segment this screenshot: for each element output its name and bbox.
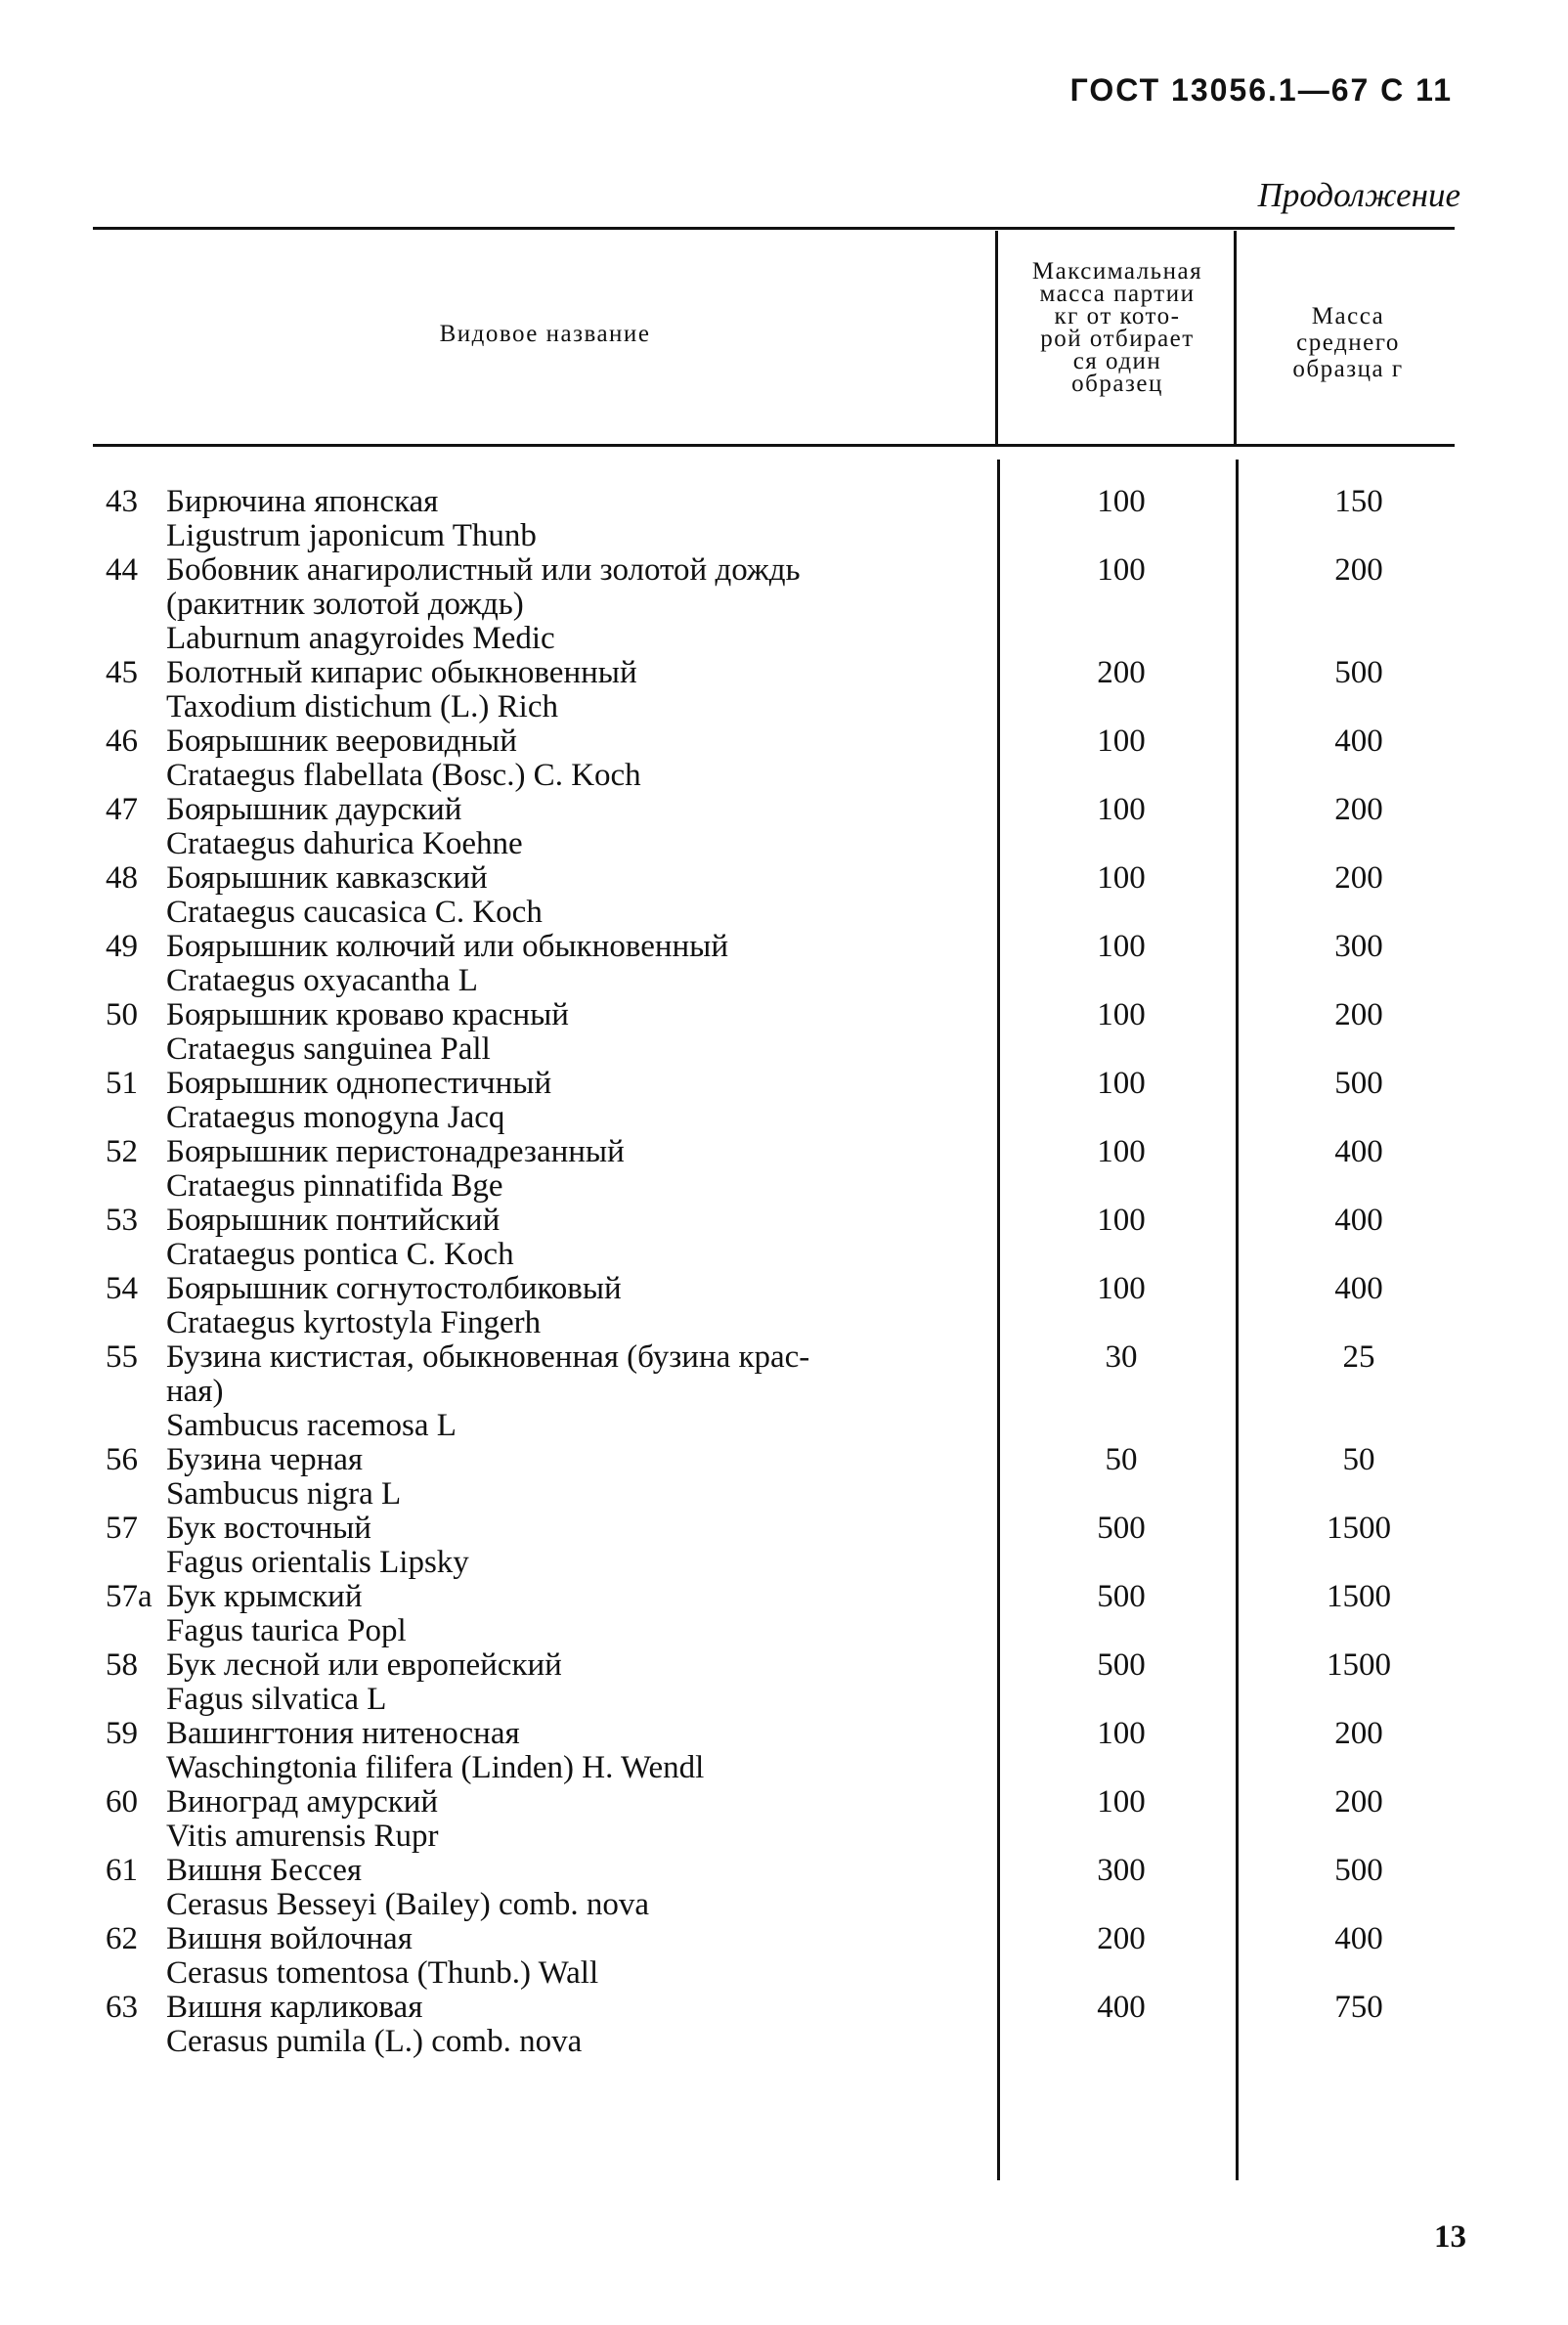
table-row (0, 1648, 1568, 1717)
sample-mass-cell: 25 (1342, 1339, 1375, 1375)
max-batch-mass-cell: 100 (1097, 724, 1146, 759)
page-number: 13 (1434, 2219, 1466, 2255)
species-name (166, 1067, 987, 1135)
species-name-line: Вашингтония нитеносная (166, 1716, 520, 1751)
table-row (0, 1340, 1568, 1443)
table-row (0, 1443, 1568, 1512)
species-name-continuation: Ligustrum japonicum Thunb (166, 518, 537, 553)
sample-mass-cell: 200 (1334, 997, 1383, 1032)
species-name-continuation: Waschingtonia filifera (Linden) H. Wendl (166, 1750, 705, 1785)
max-batch-mass-cell: 500 (1097, 1511, 1146, 1546)
standard-header: ГОСТ 13056.1—67 С 11 (1069, 72, 1453, 108)
species-name-line: Боярышник перистонадрезанный (166, 1134, 625, 1169)
species-name (166, 1204, 987, 1272)
column-header-max-batch-mass (999, 260, 1236, 395)
table-row (0, 1135, 1568, 1204)
species-name-line: Бобовник анагиролистный или золотой дождь (166, 552, 801, 588)
species-name-continuation: ная) (166, 1374, 224, 1409)
row-number: 59 (106, 1716, 138, 1751)
max-batch-mass-cell: 50 (1105, 1442, 1138, 1477)
species-name-continuation: Cerasus tomentosa (Thunb.) Wall (166, 1955, 599, 1991)
species-name-continuation: Vitis amurensis Rupr (166, 1819, 439, 1854)
species-name (166, 1272, 987, 1340)
species-name-continuation: Laburnum anagyroides Medic (166, 621, 555, 656)
species-name-line: Боярышник даурский (166, 792, 462, 827)
table-row (0, 656, 1568, 724)
species-name (166, 793, 987, 861)
table-row (0, 1785, 1568, 1854)
table-row (0, 998, 1568, 1067)
species-name-line: Боярышник кроваво красный (166, 997, 569, 1032)
species-name-continuation: Fagus silvatica L (166, 1682, 387, 1717)
max-batch-mass-cell: 100 (1097, 1271, 1146, 1306)
species-name (166, 998, 987, 1067)
max-batch-mass-cell: 100 (1097, 1784, 1146, 1820)
species-name (166, 1854, 987, 1922)
sample-mass-cell: 50 (1342, 1442, 1375, 1477)
species-name-continuation: Sambucus racemosa L (166, 1408, 457, 1443)
sample-mass-cell: 300 (1334, 929, 1383, 964)
table-row (0, 553, 1568, 656)
sample-mass-cell: 1500 (1327, 1647, 1391, 1683)
species-name (166, 1443, 987, 1512)
species-name-continuation: Crataegus caucasica C. Koch (166, 895, 543, 930)
species-name-line: Бузина кистистая, обыкновенная (бузина крас- (166, 1339, 810, 1375)
species-name-line: Бук лесной или европейский (166, 1647, 562, 1683)
row-number: 51 (106, 1066, 138, 1101)
table-row (0, 1717, 1568, 1785)
sample-mass-cell: 750 (1334, 1990, 1383, 2025)
max-batch-mass-cell: 30 (1105, 1339, 1138, 1375)
table-row (0, 1922, 1568, 1991)
table-row (0, 485, 1568, 553)
row-number: 63 (106, 1990, 138, 2025)
max-batch-mass-cell: 200 (1097, 1921, 1146, 1956)
row-number: 61 (106, 1853, 138, 1888)
header-bottom-rule (93, 444, 1455, 447)
max-batch-mass-cell: 100 (1097, 1066, 1146, 1101)
max-batch-mass-cell: 200 (1097, 655, 1146, 690)
table-row (0, 1854, 1568, 1922)
row-number: 57а (106, 1579, 152, 1614)
species-name (166, 1580, 987, 1648)
table-row (0, 1512, 1568, 1580)
species-name-line: Боярышник понтийский (166, 1203, 501, 1238)
max-batch-mass-cell: 100 (1097, 552, 1146, 588)
row-number: 48 (106, 860, 138, 896)
species-name-line: Вишня карликовая (166, 1990, 423, 2025)
table-row (0, 1580, 1568, 1648)
continuation-label: Продолжение (1257, 176, 1460, 214)
max-batch-mass-cell: 100 (1097, 860, 1146, 896)
column-header-line: рой отбирает (1040, 326, 1195, 352)
species-name (166, 1922, 987, 1991)
column-header-line: Масса (1311, 303, 1385, 329)
species-name (166, 861, 987, 930)
column-header-line: масса партии (1039, 281, 1196, 307)
species-name-continuation: Crataegus sanguinea Pall (166, 1031, 491, 1067)
species-name-continuation: Crataegus dahurica Koehne (166, 826, 523, 861)
species-name (166, 1991, 987, 2059)
row-number: 44 (106, 552, 138, 588)
row-number: 45 (106, 655, 138, 690)
column-header-line: Максимальная (1031, 258, 1203, 285)
species-name-line: Бук крымский (166, 1579, 363, 1614)
row-number: 43 (106, 484, 138, 519)
table-row (0, 1204, 1568, 1272)
max-batch-mass-cell: 100 (1097, 1203, 1146, 1238)
species-name-line: Боярышник колючий или обыкновенный (166, 929, 729, 964)
sample-mass-cell: 1500 (1327, 1579, 1391, 1614)
max-batch-mass-cell: 500 (1097, 1647, 1146, 1683)
max-batch-mass-cell: 100 (1097, 1716, 1146, 1751)
sample-mass-cell: 200 (1334, 860, 1383, 896)
table-row (0, 930, 1568, 998)
species-name-continuation: Cerasus pumila (L.) comb. nova (166, 2024, 583, 2059)
species-name-line: Вишня войлочная (166, 1921, 413, 1956)
sample-mass-cell: 150 (1334, 484, 1383, 519)
table-row (0, 793, 1568, 861)
table-row (0, 1272, 1568, 1340)
species-name-line: Бирючина японская (166, 484, 439, 519)
row-number: 62 (106, 1921, 138, 1956)
row-number: 52 (106, 1134, 138, 1169)
row-number: 50 (106, 997, 138, 1032)
row-number: 47 (106, 792, 138, 827)
sample-mass-cell: 500 (1334, 1066, 1383, 1101)
species-name (166, 553, 987, 656)
row-number: 49 (106, 929, 138, 964)
row-number: 60 (106, 1784, 138, 1820)
species-name-continuation: Crataegus pontica C. Koch (166, 1237, 514, 1272)
sample-mass-cell: 1500 (1327, 1511, 1391, 1546)
column-header-line: образца г (1292, 356, 1404, 382)
max-batch-mass-cell: 100 (1097, 997, 1146, 1032)
species-name-continuation: Crataegus oxyacantha L (166, 963, 478, 998)
species-name (166, 1785, 987, 1854)
table-top-rule (93, 227, 1455, 230)
column-header-line: Видовое название (439, 321, 651, 347)
species-name-continuation: Crataegus pinnatifida Bge (166, 1168, 503, 1204)
sample-mass-cell: 500 (1334, 1853, 1383, 1888)
max-batch-mass-cell: 400 (1097, 1990, 1146, 2025)
species-name-continuation: Sambucus nigra L (166, 1476, 402, 1512)
sample-mass-cell: 200 (1334, 1784, 1383, 1820)
species-name-continuation: Cerasus Besseyi (Bailey) comb. nova (166, 1887, 649, 1922)
species-name-line: Бузина черная (166, 1442, 364, 1477)
species-name-line: Виноград амурский (166, 1784, 439, 1820)
sample-mass-cell: 200 (1334, 792, 1383, 827)
column-header-line: кг от кото- (1054, 303, 1181, 329)
row-number: 56 (106, 1442, 138, 1477)
species-name-continuation: Crataegus flabellata (Bosc.) C. Koch (166, 758, 641, 793)
species-name (166, 1512, 987, 1580)
species-name (166, 1648, 987, 1717)
species-name-line: Боярышник согнутостолбиковый (166, 1271, 622, 1306)
max-batch-mass-cell: 300 (1097, 1853, 1146, 1888)
species-name (166, 656, 987, 724)
species-name-continuation: Fagus orientalis Lipsky (166, 1545, 469, 1580)
sample-mass-cell: 400 (1334, 1271, 1383, 1306)
species-name-continuation: (ракитник золотой дождь) (166, 587, 524, 622)
species-name-line: Боярышник кавказский (166, 860, 488, 896)
species-name (166, 1717, 987, 1785)
species-name-continuation: Fagus taurica Popl (166, 1613, 407, 1648)
sample-mass-cell: 400 (1334, 1134, 1383, 1169)
species-name (166, 1340, 987, 1443)
species-name-continuation: Taxodium distichum (L.) Rich (166, 689, 558, 724)
row-number: 53 (106, 1203, 138, 1238)
sample-mass-cell: 200 (1334, 1716, 1383, 1751)
max-batch-mass-cell: 100 (1097, 484, 1146, 519)
species-name-continuation: Crataegus kyrtostyla Fingerh (166, 1305, 542, 1340)
species-name-line: Боярышник однопестичный (166, 1066, 552, 1101)
species-name (166, 930, 987, 998)
sample-mass-cell: 500 (1334, 655, 1383, 690)
sample-mass-cell: 400 (1334, 1921, 1383, 1956)
species-name-line: Бук восточный (166, 1511, 371, 1546)
species-name (166, 485, 987, 553)
row-number: 46 (106, 724, 138, 759)
table-row (0, 1067, 1568, 1135)
species-name-continuation: Crataegus monogyna Jacq (166, 1100, 505, 1135)
species-name-line: Болотный кипарис обыкновенный (166, 655, 637, 690)
row-number: 58 (106, 1647, 138, 1683)
species-name (166, 724, 987, 793)
sample-mass-cell: 400 (1334, 1203, 1383, 1238)
table-row (0, 1991, 1568, 2059)
table-body (0, 485, 1568, 2059)
max-batch-mass-cell: 500 (1097, 1579, 1146, 1614)
row-number: 55 (106, 1339, 138, 1375)
table-row (0, 724, 1568, 793)
column-header-line: образец (1071, 371, 1163, 397)
column-header-name (93, 323, 997, 345)
species-name-line: Вишня Бессея (166, 1853, 363, 1888)
table-row (0, 861, 1568, 930)
sample-mass-cell: 400 (1334, 724, 1383, 759)
species-name-line: Боярышник вееровидный (166, 724, 517, 759)
max-batch-mass-cell: 100 (1097, 929, 1146, 964)
column-header-sample-mass (1241, 303, 1455, 382)
max-batch-mass-cell: 100 (1097, 1134, 1146, 1169)
species-name (166, 1135, 987, 1204)
sample-mass-cell: 200 (1334, 552, 1383, 588)
column-header-line: ся один (1072, 348, 1162, 374)
row-number: 57 (106, 1511, 138, 1546)
column-header-line: среднего (1296, 329, 1400, 356)
max-batch-mass-cell: 100 (1097, 792, 1146, 827)
row-number: 54 (106, 1271, 138, 1306)
